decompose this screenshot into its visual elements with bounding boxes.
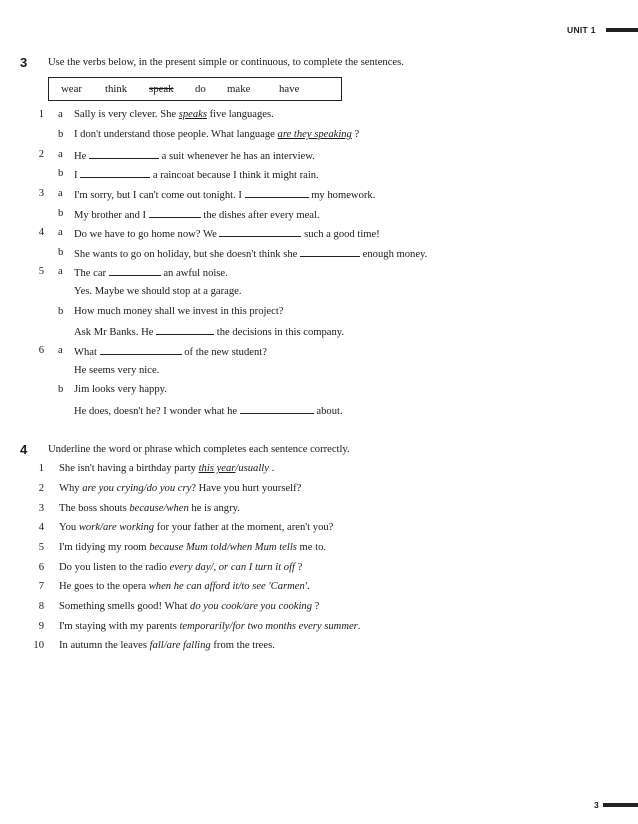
item-letter: b (58, 306, 64, 317)
answer-blank[interactable] (89, 149, 159, 159)
item-letter: a (58, 109, 63, 120)
choice-phrase[interactable]: work/are working (78, 522, 155, 533)
item-sentence: Do we have to go home now? We such a good time! (74, 229, 380, 240)
answer-blank[interactable] (300, 247, 360, 257)
item-sentence: She wants to go on holiday, but she doesn't think she enough money. (74, 249, 428, 260)
choice-phrase[interactable]: because/when (129, 503, 189, 514)
example-answer: this year (198, 463, 236, 474)
verb-item: wear (61, 83, 82, 95)
item-sentence: He a suit whenever he has an interview. (74, 151, 315, 162)
item-sentence: What of the new student? (74, 347, 267, 358)
item-letter: a (58, 149, 63, 160)
item-number: 4 (38, 522, 44, 533)
item-sentence: Sally is very clever. She speaks five languages. (74, 109, 274, 120)
item-sentence: I'm staying with my parents temporarily/for two months every summer. (59, 621, 361, 632)
exercise-4-number: 4 (20, 442, 28, 457)
item-number: 8 (38, 601, 44, 612)
item-number: 4 (38, 227, 44, 238)
item-sentence: Something smells good! What do you cook/are you cooking ? (59, 601, 320, 612)
choice-phrase[interactable]: are you crying/do you cry (82, 483, 192, 494)
answer-blank[interactable] (219, 227, 301, 237)
answer-blank[interactable] (100, 345, 182, 355)
item-number: 1 (38, 463, 44, 474)
choice-phrase[interactable]: every day/, or can I turn it off (169, 562, 295, 573)
item-number: 3 (38, 188, 44, 199)
choice-phrase[interactable]: because Mum told/when Mum tells (149, 542, 297, 553)
verb-item: do (195, 83, 206, 95)
item-letter: a (58, 266, 63, 277)
example-answer: speaks (178, 109, 207, 120)
exercise-3-number: 3 (20, 55, 28, 70)
item-number: 6 (38, 345, 44, 356)
item-letter: b (58, 208, 64, 219)
item-sentence: I'm sorry, but I can't come out tonight. I my homework. (74, 190, 376, 201)
item-sentence: He goes to the opera when he can afford it/to see 'Carmen'. (59, 581, 310, 592)
item-number: 1 (38, 109, 44, 120)
choice-phrase[interactable]: when he can afford it/to see 'Carmen' (148, 581, 308, 592)
exercise-4-instruction: Underline the word or phrase which completes each sentence correctly. (48, 444, 350, 455)
item-number: 9 (38, 621, 44, 632)
item-number: 2 (38, 149, 44, 160)
item-number: 2 (38, 483, 44, 494)
unit-bar (606, 28, 638, 32)
item-number: 6 (38, 562, 44, 573)
choice-phrase[interactable]: fall/are falling (149, 640, 211, 651)
choice-phrase[interactable]: do you cook/are you cooking (190, 601, 313, 612)
example-answer: are they speaking (277, 129, 352, 140)
item-sentence: The car an awful noise. (74, 268, 228, 279)
verb-item-crossed: speak (149, 83, 174, 95)
item-letter: b (58, 247, 64, 258)
item-sentence: I'm tidying my room because Mum told/when Mum tells me to. (59, 542, 327, 553)
item-number: 7 (38, 581, 44, 592)
ex3-reply: Ask Mr Banks. He the decisions in this company. (74, 327, 345, 338)
answer-blank[interactable] (240, 404, 314, 414)
verb-box (48, 77, 342, 101)
item-number: 5 (38, 266, 44, 277)
answer-blank[interactable] (245, 188, 309, 198)
unit-label: UNIT 1 (567, 25, 596, 35)
page-number: 3 (594, 800, 599, 810)
item-sentence: How much money shall we invest in this project? (74, 306, 284, 317)
item-sentence: You work/are working for your father at the moment, aren't you? (59, 522, 334, 533)
ex3-reply: He does, doesn't he? I wonder what he about. (74, 406, 343, 417)
page-bar (603, 803, 638, 807)
item-letter: b (58, 129, 64, 140)
item-letter: a (58, 345, 63, 356)
ex3-reply: Yes. Maybe we should stop at a garage. (74, 286, 242, 297)
verb-item: have (279, 83, 300, 95)
item-number: 5 (38, 542, 44, 553)
answer-blank[interactable] (80, 168, 150, 178)
item-letter: a (58, 227, 63, 238)
verb-item: make (227, 83, 251, 95)
item-sentence: Why are you crying/do you cry? Have you hurt yourself? (59, 483, 302, 494)
item-sentence: The boss shouts because/when he is angry. (59, 503, 240, 514)
exercise-3-instruction: Use the verbs below, in the present simple or continuous, to complete the sentences. (48, 57, 404, 68)
item-number: 3 (38, 503, 44, 514)
item-sentence: She isn't having a birthday party this year/usually . (59, 463, 275, 474)
answer-blank[interactable] (109, 266, 161, 276)
item-sentence: Do you listen to the radio every day/, or can I turn it off ? (59, 562, 303, 573)
item-sentence: Jim looks very happy. (74, 384, 167, 395)
choice-phrase[interactable]: temporarily/for two months every summer (179, 621, 358, 632)
item-number: 10 (33, 640, 44, 651)
item-letter: a (58, 188, 63, 199)
item-sentence: In autumn the leaves fall/are falling from the trees. (59, 640, 275, 651)
item-sentence: I a raincoat because I think it might rain. (74, 170, 319, 181)
answer-blank[interactable] (149, 208, 201, 218)
verb-item: think (105, 83, 128, 95)
answer-blank[interactable] (156, 325, 214, 335)
item-letter: b (58, 168, 64, 179)
item-sentence: My brother and I the dishes after every meal. (74, 210, 320, 221)
item-sentence: I don't understand those people. What language are they speaking ? (74, 129, 360, 140)
ex3-reply: He seems very nice. (74, 365, 160, 376)
item-letter: b (58, 384, 64, 395)
